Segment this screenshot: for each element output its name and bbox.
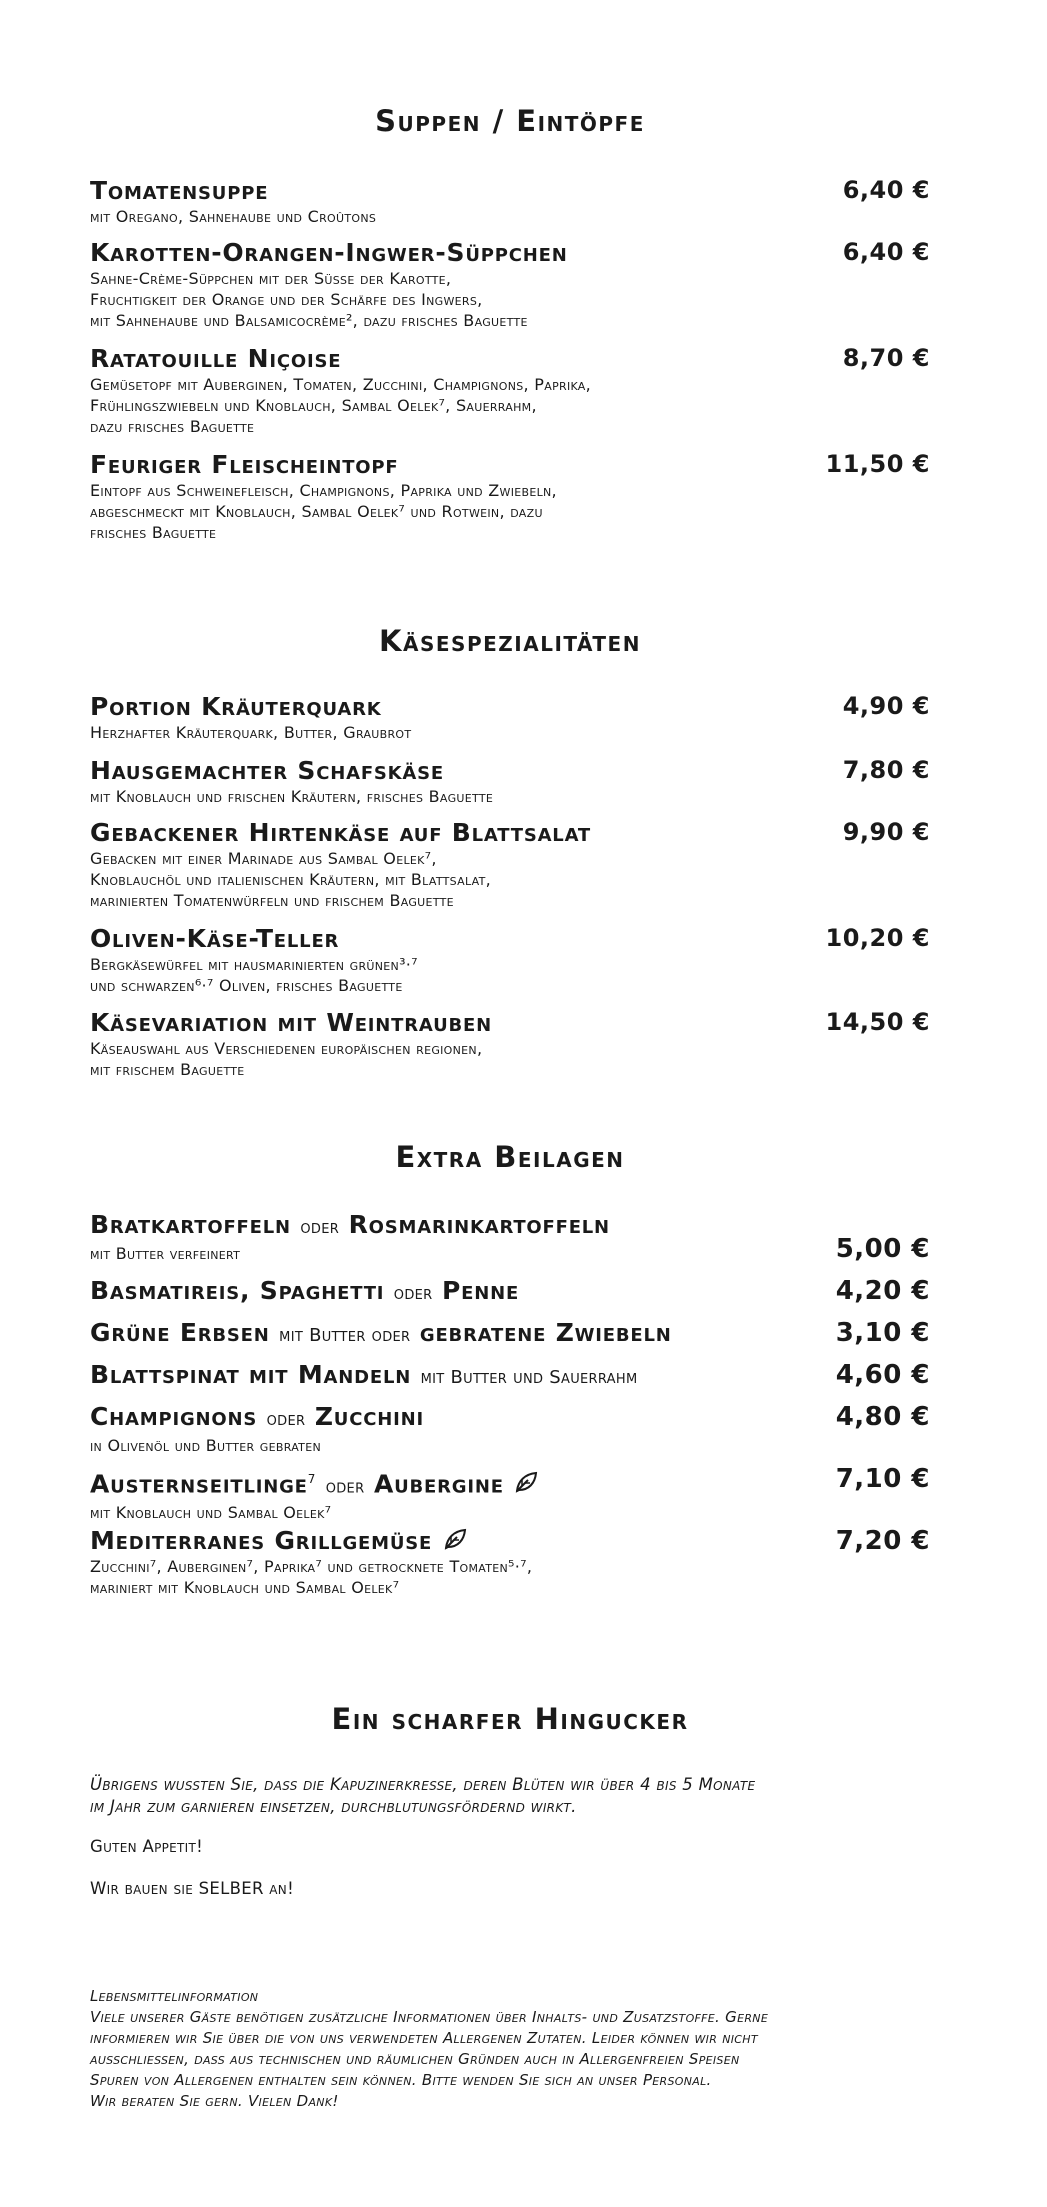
item-description: mit frischem Baguette [90,1060,245,1079]
item-name [90,1464,930,1502]
item-price: 8,70 € [842,344,930,372]
menu-item [90,1402,930,1456]
item-price: 10,20 € [825,924,930,952]
text-line: Viele unserer Gäste benötigen zusätzliche Informationen über Inhalts- und Zusatzstoffe. Gerne [90,2008,769,2026]
menu-item [90,344,930,437]
item-conjunction: oder [325,1476,365,1498]
item-price: 11,50 € [825,450,930,478]
menu-item [90,1008,930,1080]
item-name-b: Aubergine [373,1469,504,1499]
item-description: Zucchini⁷, Auberginen⁷, Paprika⁷ und getrocknete Tomaten⁵·⁷, [90,1557,533,1576]
item-conjunction: oder [300,1217,340,1238]
item-description: Fruchtigkeit der Orange und der Schärfe des Ingwers, [90,290,483,309]
item-name-a: Blattspinat mit Mandeln [90,1360,412,1389]
menu-item [90,924,930,996]
item-price: 5,00 € [835,1234,930,1264]
menu-item [90,1526,930,1598]
text-line: Spuren von Allergenen enthalten sein können. Bitte wenden Sie sich an unser Personal. [90,2071,712,2089]
item-name [90,1526,930,1556]
item-name-a: Bratkartoffeln [90,1210,291,1239]
item-name [90,1276,930,1309]
menu-item [90,818,930,911]
item-name: Portion Kräuterquark [90,692,382,721]
item-price: 14,50 € [825,1008,930,1036]
item-description: mit Knoblauch und Sambal Oelek⁷ [90,1503,332,1523]
item-name [90,1402,930,1435]
item-description: Eintopf aus Schweinefleisch, Champignons, Paprika und Zwiebeln, [90,481,557,500]
section-title-hingucker: Ein scharfer Hingucker [331,1702,689,1736]
item-conjunction: mit Butter und Sauerrahm [420,1367,638,1388]
item-name-a: Grüne Erbsen [90,1318,270,1347]
text-line: Wir beraten Sie gern. Vielen Dank! [90,2092,339,2110]
item-price: 6,40 € [842,176,930,204]
item-description: mit Oregano, Sahnehaube und Croûtons [90,207,377,226]
item-name-a: Mediterranes Grillgemüse [90,1526,433,1555]
item-name [90,1318,930,1351]
allergen-superscript: 7 [307,1472,317,1486]
item-name-a: Champignons [90,1402,258,1431]
section-title-sides: Extra Beilagen [395,1140,625,1174]
item-price: 7,10 € [835,1464,930,1494]
menu-item [90,756,930,807]
item-price: 4,80 € [835,1402,930,1432]
allergen-info [90,1986,930,2112]
item-conjunction: oder [266,1409,306,1430]
item-name-b: Zucchini [314,1402,424,1431]
item-price: 4,60 € [835,1360,930,1390]
item-description: dazu frisches Baguette [90,417,255,436]
item-description: Gebacken mit einer Marinade aus Sambal Oelek⁷, [90,849,437,868]
menu-item [90,1318,930,1351]
item-description: Sahne-Crème-Süppchen mit der Süsse der Karotte, [90,269,452,288]
hingucker-text [90,1774,930,1818]
item-description: Käseauswahl aus Verschiedenen europäischen regionen, [90,1039,483,1058]
item-name-b: Rosmarinkartoffeln [348,1210,610,1239]
item-description: Herzhafter Kräuterquark, Butter, Graubrot [90,723,412,742]
menu-item [90,1276,930,1309]
leaf-icon [513,1469,539,1495]
item-conjunction: mit Butter oder [279,1325,411,1346]
item-description: mariniert mit Knoblauch und Sambal Oelek⁷ [90,1578,400,1597]
item-name [90,1360,930,1393]
guten-appetit: Guten Appetit! [90,1837,204,1856]
item-price: 3,10 € [835,1318,930,1348]
item-name: Feuriger Fleischeintopf [90,450,399,479]
text-line: Übrigens wussten Sie, dass die Kapuzinerkresse, deren Blüten wir über 4 bis 5 Monate [90,1775,756,1794]
menu-item [90,1210,930,1264]
item-description: abgeschmeckt mit Knoblauch, Sambal Oelek⁷ und Rotwein, dazu [90,502,543,521]
item-price: 4,90 € [842,692,930,720]
item-description: mit Sahnehaube und Balsamicocrème², dazu frisches Baguette [90,311,528,330]
item-description: frisches Baguette [90,523,217,542]
item-price: 7,20 € [835,1526,930,1556]
item-description: marinierten Tomatenwürfeln und frischem Baguette [90,891,454,910]
selber-anbau: Wir bauen sie SELBER an! [90,1879,294,1898]
item-description: Knoblauchöl und italienischen Kräutern, mit Blattsalat, [90,870,492,889]
item-name: Gebackener Hirtenkäse auf Blattsalat [90,818,591,847]
item-description: Bergkäsewürfel mit hausmarinierten grünen³·⁷ [90,955,418,974]
item-name: Hausgemachter Schafskäse [90,756,445,785]
menu-item [90,450,930,543]
section-title-soups: Suppen / Eintöpfe [375,104,645,138]
item-price: 6,40 € [842,238,930,266]
item-name-b: gebratene Zwiebeln [419,1318,672,1347]
item-name-a: Basmatireis, Spaghetti [90,1276,385,1305]
menu-item [90,1464,930,1523]
menu-item [90,692,930,743]
item-description: und schwarzen⁶·⁷ Oliven, frisches Baguette [90,976,403,995]
item-description: mit Knoblauch und frischen Kräutern, frisches Baguette [90,787,494,806]
item-name: Ratatouille Niçoise [90,344,342,373]
item-name [90,1210,930,1243]
section-title-cheese: Käsespezialitäten [379,624,641,658]
item-name-b: Penne [442,1276,520,1305]
item-description: Gemüsetopf mit Auberginen, Tomaten, Zucchini, Champignons, Paprika, [90,375,592,394]
info-heading: Lebensmittelinformation [90,1987,259,2005]
item-conjunction: oder [393,1283,433,1304]
item-price: 4,20 € [835,1276,930,1306]
item-name: Tomatensuppe [90,176,269,205]
text-line: ausschliessen, dass aus technischen und räumlichen Gründen auch in Allergenfreien Speisen [90,2050,740,2068]
menu-item [90,238,930,331]
menu-item [90,1360,930,1393]
item-price: 9,90 € [842,818,930,846]
leaf-icon [442,1526,468,1552]
item-name: Oliven-Käse-Teller [90,924,340,953]
item-description: in Olivenöl und Butter gebraten [90,1436,321,1455]
item-name: Käsevariation mit Weintrauben [90,1008,492,1037]
menu-item [90,176,930,227]
text-line: informieren wir Sie über die von uns verwendeten Allergenen Zutaten. Leider können wir nicht [90,2029,758,2047]
item-price: 7,80 € [842,756,930,784]
item-description: Frühlingszwiebeln und Knoblauch, Sambal Oelek⁷, Sauerrahm, [90,396,537,415]
item-name-a: Austernseitlinge [90,1469,308,1499]
item-description: mit Butter verfeinert [90,1244,241,1263]
text-line: im Jahr zum garnieren einsetzen, durchblutungsfördernd wirkt. [90,1797,577,1816]
item-name: Karotten-Orangen-Ingwer-Süppchen [90,238,568,267]
